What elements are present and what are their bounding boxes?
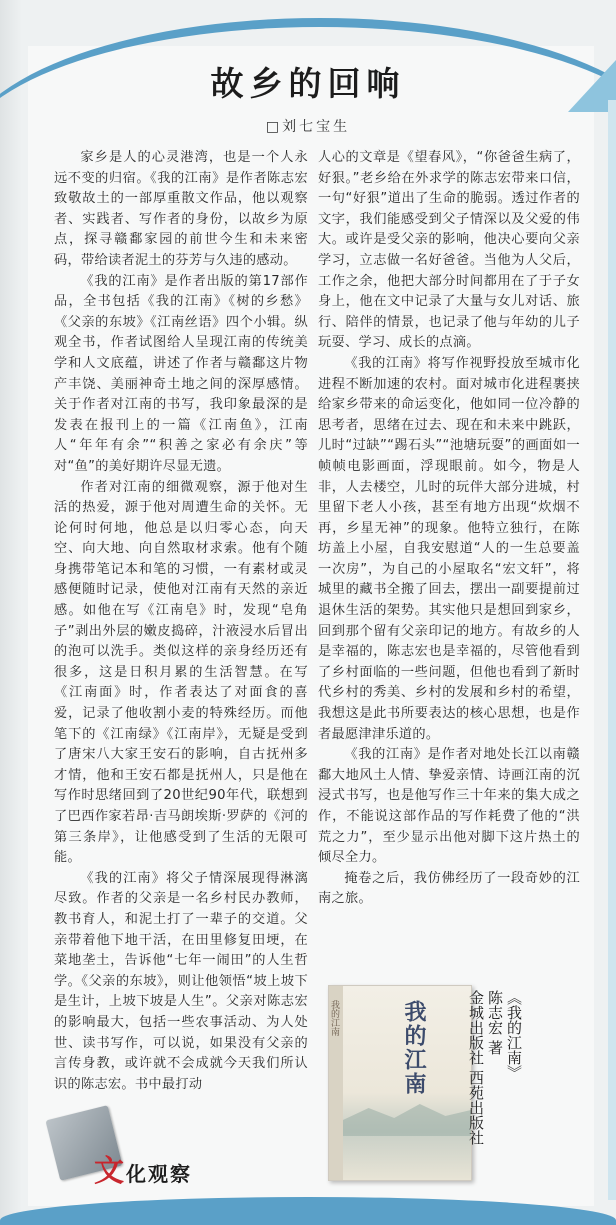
paragraph: 掩卷之后，我仿佛经历了一段奇妙的江南之旅。 (318, 870, 580, 907)
book-cover-image (328, 985, 472, 1181)
book-cover-hills (343, 1096, 471, 1136)
book-caption-title: 《我的江南》 (505, 990, 523, 1080)
paragraph: 《我的江南》将父子情深展现得淋漓尽致。作者的父亲是一名乡村民办教师，教书育人，和泥土打了一辈子的交道。父亲带着他下地干活，在田里修复田埂，在菜地垄土，告诉他“七年一闹田”的人生哲学。《父亲的东坡》，则让他领悟“坡上坡下是生计，上坡下坡是人生”。父亲对陈志宏的影响最大，包括一些农事活动、为人处世、读书写作，可以说，如果没有父亲的言传身教，或许就不会成就今天我们所认识的陈志宏。书中最打动 (54, 870, 308, 1092)
paragraph: 家乡是人的心灵港湾，也是一个人永远不变的归宿。《我的江南》是作者陈志宏致敬故土的一部厚重散文作品，他以观察者、实践者、写作者的身份，以故乡为原点，探寻赣鄱家园的前世今生和未来密码，带给读者泥土的芬芳与久违的感动。 (54, 150, 308, 268)
section-logo-text (94, 1146, 192, 1190)
paragraph: 作者对江南的细微观察，源于他对生活的热爱，源于他对周遭生命的关怀。无论何时何地，他总是以归零心态，向天空、向大地、向自然取材求索。他有个随身携带笔记本和笔的习惯，一有素材或灵感便随时记录，使他对江南有天然的亲近感。如他在写《江南皂》时，发现“皂角子”剥出外层的嫩皮捣碎，汁液浸水后冒出的泡可以洗手。类似这样的亲身经历还有很多，这是日积月累的生活智慧。在写《江南面》时，作者表达了对面食的喜爱，记录了他收割小麦的特殊经历。而他笔下的《江南绿》《江南岸》，无疑是受到了唐宋八大家王安石的影响，自古抚州多才情，他和王安石都是抚州人，只是他在写作时思绪回到了20世纪90年代，联想到了巴西作家若昂·吉马朗埃斯·罗萨的《河的第三条岸》，让他感受到了生活的无限可能。 (54, 479, 308, 866)
book-caption (467, 990, 523, 1180)
left-border-strip (0, 0, 22, 1225)
paragraph: 人心的文章是《望春风》，“你爸爸生病了，好狠。”老乡给在外求学的陈志宏带来口信，一句“好狠”道出了生命的脆弱。透过作者的文字，我们能感受到父子情深以及父爱的伟大。或许是受父亲的影响，他决心要向父亲学习，立志做一名好爸爸。当他为人父后，工作之余，他把大部分时间都用在了于子女身上，他在文中记录了大量与女儿对话、旅行、陪伴的情景，也记录了他与年幼的儿子玩耍、学习、成长的点滴。 (318, 150, 580, 351)
book-spine-title: 我的江南 (329, 1000, 339, 1036)
book-spine (329, 986, 343, 1180)
paragraph: 《我的江南》是作者出版的第17部作品，全书包括《我的江南》《树的乡愁》《父亲的东坡》《江南丝语》四个小辑。纵观全书，作者试图给人呈现江南的传统美学和人文底蕴，讲述了作者与赣鄱这片物产丰饶、美丽神奇土地之间的深厚感情。关于作者对江南的书写，我印象最深的是发表在报刊上的一篇《江南鱼》，江南人“年年有余”“积善之家必有余庆”等对“鱼”的美好期许尽显无遗。 (54, 273, 308, 474)
right-decorative-stripe (608, 100, 616, 1200)
book-cover-title: 我的江南 (401, 1000, 427, 1096)
section-logo (52, 1112, 222, 1192)
paragraph: 《我的江南》是作者对地处长江以南赣鄱大地风土人情、挚爱亲情、诗画江南的沉浸式书写，也是他写作三十年来的集大成之作，不能说这部作品的写作耗费了他的“洪荒之力”，至少显示出他对脚下这片热土的倾尽全力。 (318, 747, 580, 866)
section-logo-rest: 化观察 (126, 1162, 192, 1186)
article-column-left (54, 148, 308, 1095)
book-caption-author: 陈志宏 著 (486, 990, 504, 1055)
author-byline: □刘七宝生 (265, 119, 351, 135)
article-column-right (318, 148, 580, 910)
book-caption-publisher: 金城出版社 西苑出版社 (467, 990, 485, 1145)
section-logo-highlight: 文 (94, 1154, 126, 1189)
paragraph: 《我的江南》将写作视野投放至城市化进程不断加速的农村。面对城市化进程裹挟给家乡带来的命运变化，他如同一位冷静的思考者，思绪在过去、现在和未来中跳跃，儿时“过缺”“踢石头”“池塘玩耍”的画面如一帧帧电影画面，浮现眼前。如今，物是人非，人去楼空，儿时的玩伴大部分进城，村里留下老人小孩，甚至有地方出现“炊烟不再，乡星无神”的现象。他特立独行，在陈坊盖上小屋，自我安慰道“人的一生总要盖一次房”，为自己的小屋取名“宏文轩”，将城里的藏书全搬了回去，摆出一副要提前过退休生活的架势。其实他只是想回到家乡，回到那个留有父亲印记的地方。有故乡的人是幸福的，陈志宏也是幸福的，尽管他看到了乡村面临的一些问题，但他也看到了新时代乡村的秀美、乡村的发展和乡村的希望，我想这是此书所要表达的核心思想，也是作者最愿津津乐道的。 (318, 355, 580, 742)
article-title: 故乡的回响 (210, 64, 406, 103)
